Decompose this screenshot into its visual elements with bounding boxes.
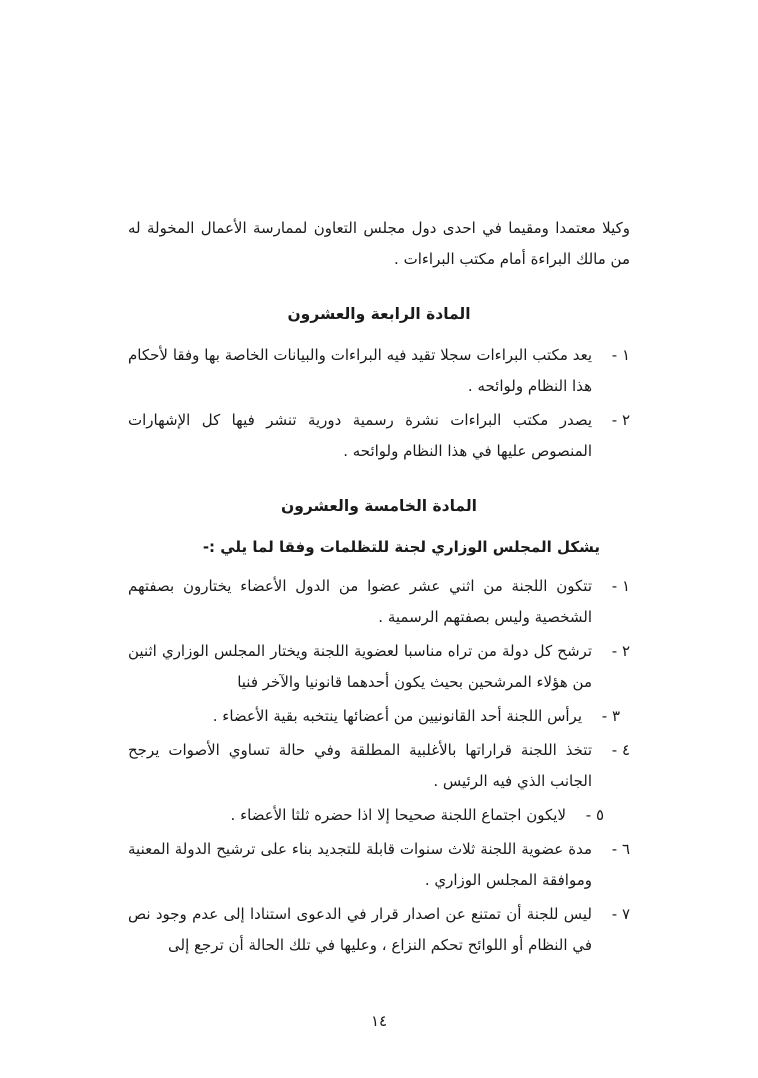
article-24-heading: المادة الرابعة والعشرون <box>287 305 471 323</box>
item-text: تتخذ اللجنة قراراتها بالأغلبية المطلقة وفي حالة تساوي الأصوات يرجح الجانب الذي فيه الرئيس . <box>128 741 592 790</box>
list-item <box>128 735 630 797</box>
list-item <box>128 899 630 961</box>
article-25-heading: المادة الخامسة والعشرون <box>281 497 477 515</box>
item-marker: ٦ - <box>611 840 630 858</box>
item-marker: ٣ - <box>601 707 620 725</box>
article-25 <box>128 491 630 961</box>
item-marker: ١ - <box>611 346 630 364</box>
item-marker: ٢ - <box>611 411 630 429</box>
item-text: ليس للجنة أن تمتنع عن اصدار قرار في الدعوى استنادا إلى عدم وجود نص في النظام أو اللوائح تحكم النزاع ، وعليها في تلك الحالة أن ترجع إلى <box>128 905 592 954</box>
item-text: يعد مكتب البراءات سجلا تقيد فيه البراءات والبيانات الخاصة بها وفقا لأحكام هذا النظام ولوائحه . <box>128 346 592 395</box>
list-item <box>128 340 630 402</box>
article-25-intro: يشكل المجلس الوزاري لجنة للتظلمات وفقا لما يلي :- <box>202 538 600 556</box>
item-marker: ٤ - <box>611 741 630 759</box>
item-text: تتكون اللجنة من اثني عشر عضوا من الدول الأعضاء يختارون بصفتهم الشخصية وليس بصفتهم الرسمية . <box>128 577 592 626</box>
continuation-paragraph: وكيلا معتمدا ومقيما في احدى دول مجلس التعاون لممارسة الأعمال المخولة له من مالك البراءة أمام مكتب البراءات . <box>128 219 630 268</box>
item-text: يرأس اللجنة أحد القانونيين من أعضائها ينتخبه بقية الأعضاء . <box>212 707 582 725</box>
article-24 <box>128 299 630 467</box>
item-text: يصدر مكتب البراءات نشرة رسمية دورية تنشر فيها كل الإشهارات المنصوص عليها في هذا النظام ولوائحه . <box>128 411 592 460</box>
list-item <box>128 834 630 896</box>
item-text: لايكون اجتماع اللجنة صحيحا إلا اذا حضره ثلثا الأعضاء . <box>230 806 566 824</box>
item-text: مدة عضوية اللجنة ثلاث سنوات قابلة للتجديد بناء على ترشيح الدولة المعنية وموافقة المجلس الوزاري . <box>128 840 592 889</box>
page-number: ١٤ <box>370 1012 388 1030</box>
item-marker: ٢ - <box>611 642 630 660</box>
item-marker: ١ - <box>611 577 630 595</box>
list-item <box>128 636 630 698</box>
item-text: ترشح كل دولة من تراه مناسبا لعضوية اللجنة ويختار المجلس الوزاري اثنين من هؤلاء المرشحين بحيث يكون أحدهما قانونيا والآخر فنيا <box>128 642 592 691</box>
list-item <box>128 405 630 467</box>
list-item <box>128 701 620 732</box>
item-marker: ٧ - <box>611 905 630 923</box>
list-item <box>128 571 630 633</box>
item-marker: ٥ - <box>585 806 604 824</box>
list-item <box>128 800 604 831</box>
